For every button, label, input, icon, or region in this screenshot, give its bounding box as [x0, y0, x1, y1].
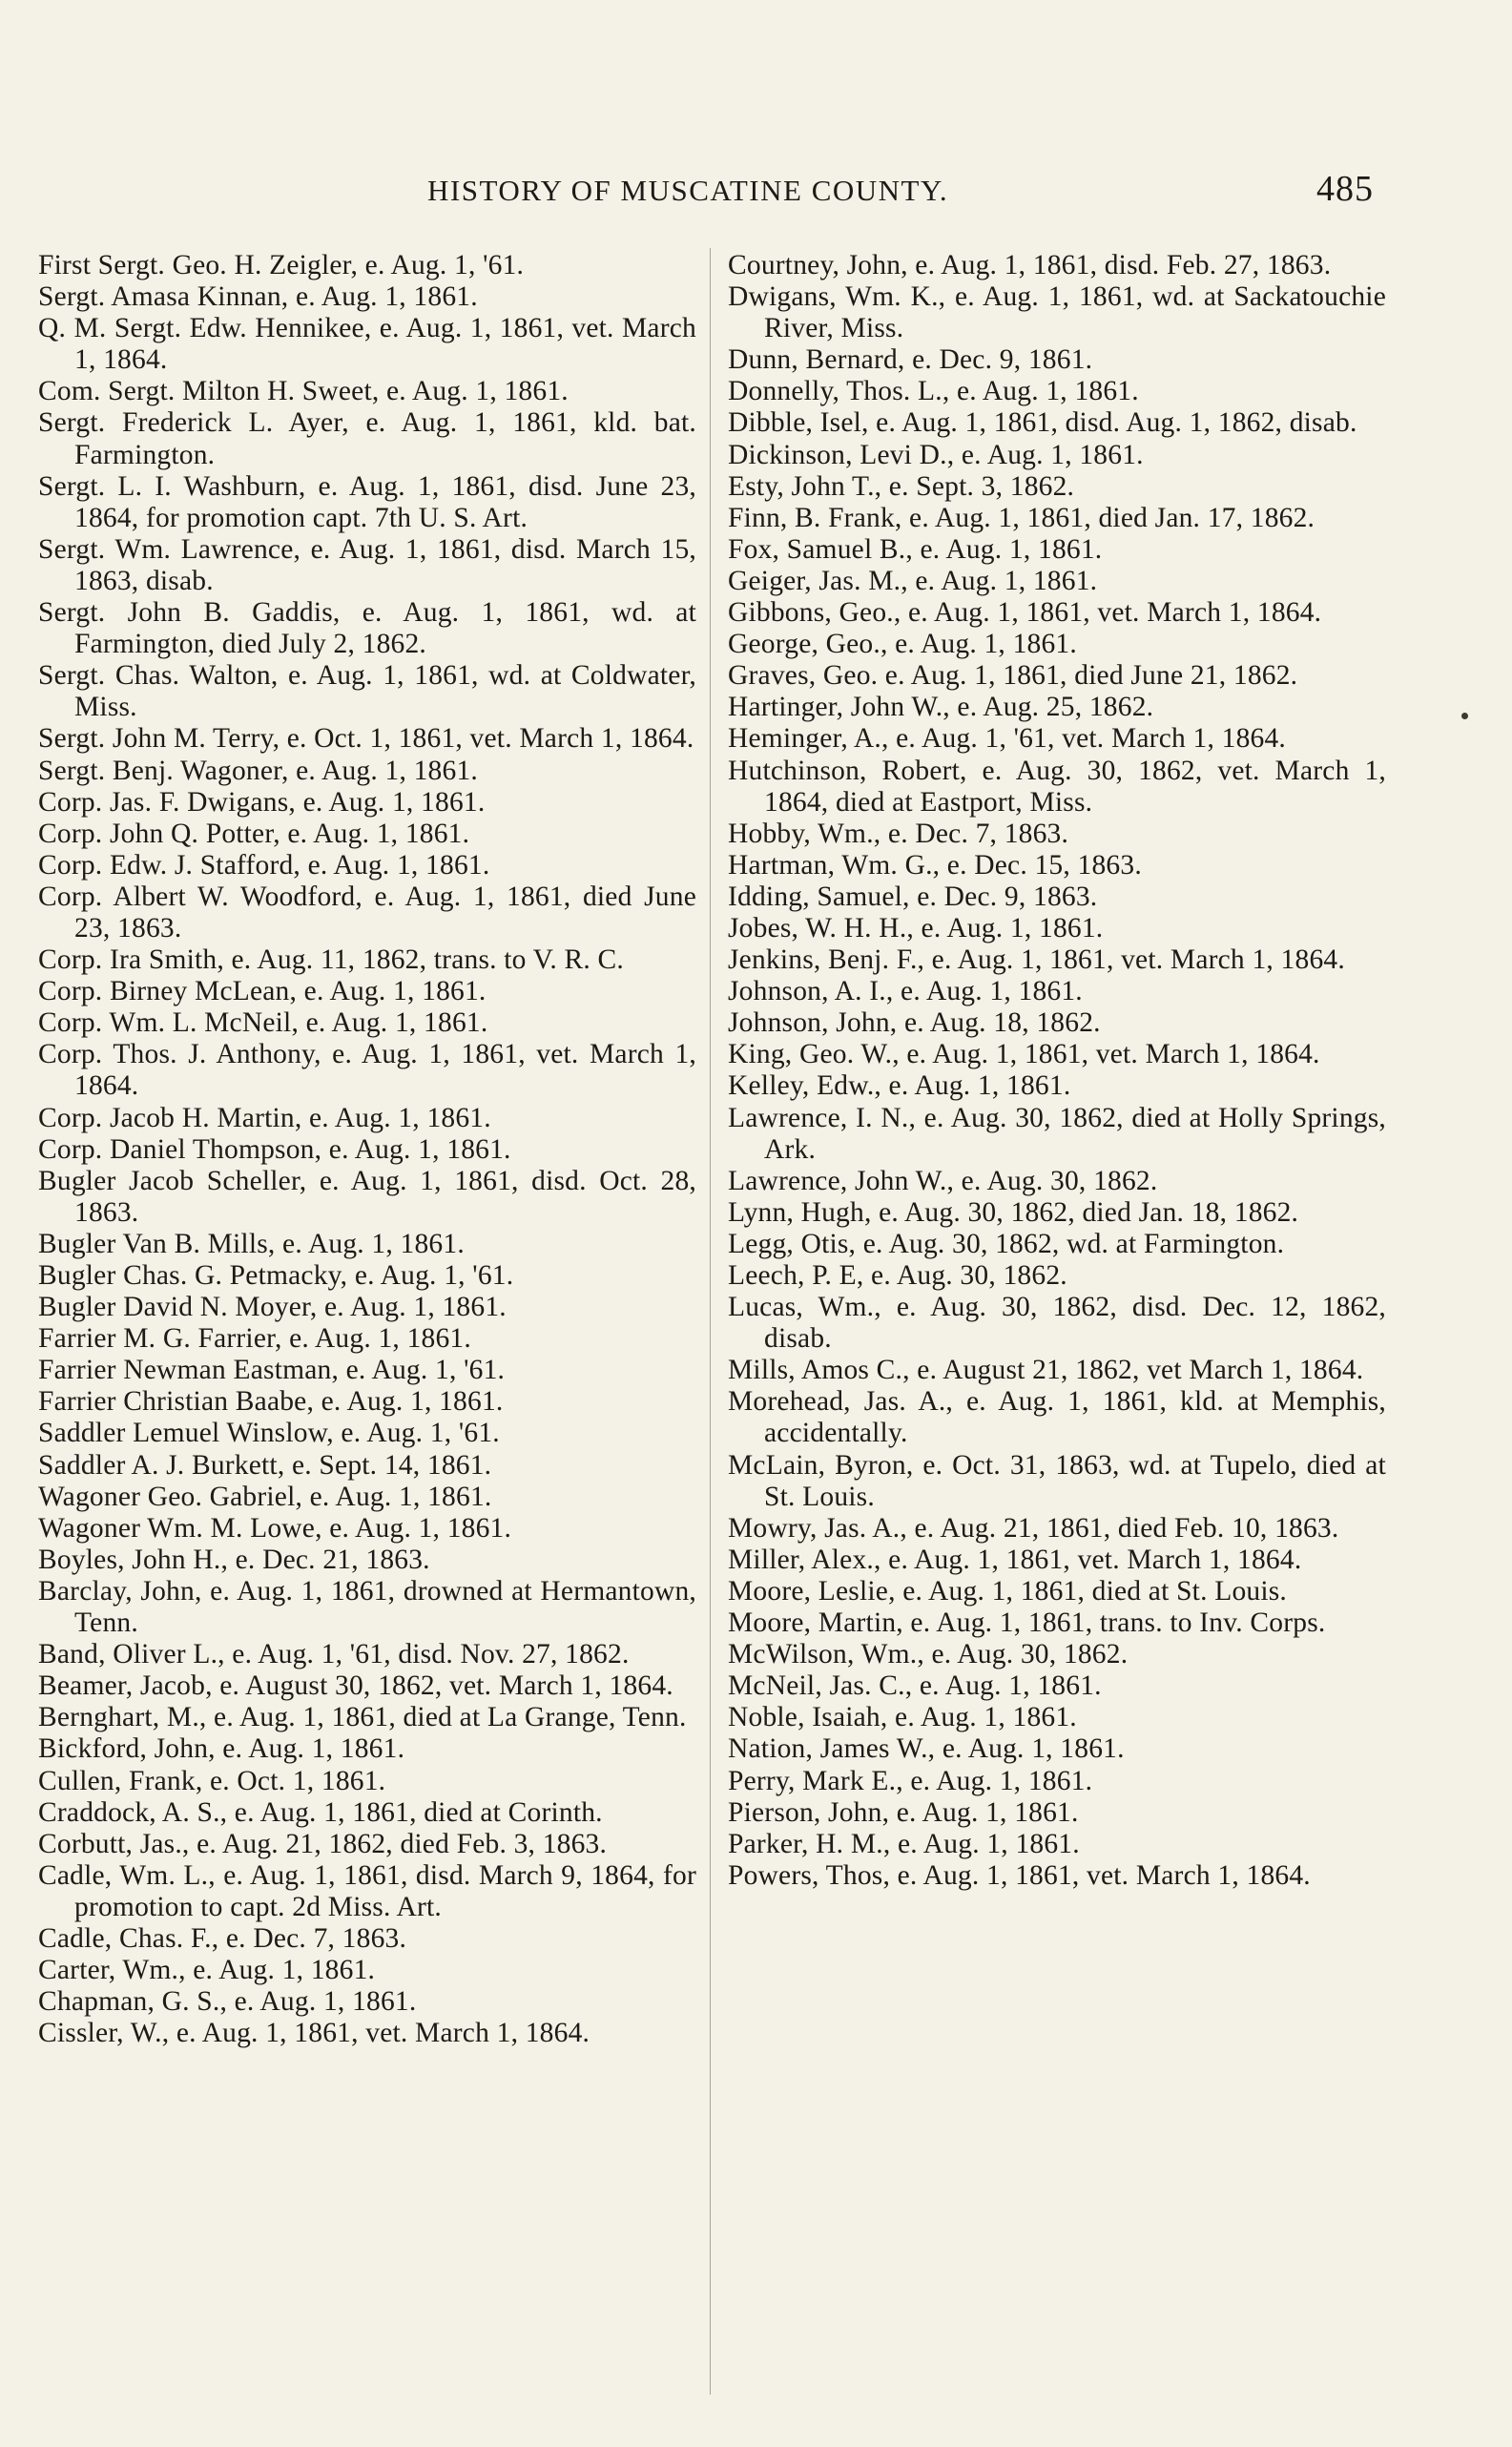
roster-entry: Jenkins, Benj. F., e. Aug. 1, 1861, vet. March 1, 1864.	[728, 944, 1345, 976]
roster-entry: Bickford, John, e. Aug. 1, 1861.	[38, 1733, 405, 1765]
roster-entry: Sergt. Benj. Wagoner, e. Aug. 1, 1861.	[38, 755, 478, 786]
roster-entry: Dunn, Bernard, e. Dec. 9, 1861.	[728, 344, 1093, 376]
roster-entry: Geiger, Jas. M., e. Aug. 1, 1861.	[728, 565, 1098, 596]
roster-entry: First Sergt. Geo. H. Zeigler, e. Aug. 1, '61.	[38, 250, 525, 280]
roster-entry: King, Geo. W., e. Aug. 1, 1861, vet. March 1, 1864.	[728, 1039, 1320, 1070]
roster-entry: Dwigans, Wm. K., e. Aug. 1, 1861, wd. at Sackatouchie River, Miss.	[728, 281, 1386, 344]
roster-entry: Graves, Geo. e. Aug. 1, 1861, died June 21, 1862.	[728, 660, 1298, 692]
roster-entry: Craddock, A. S., e. Aug. 1, 1861, died at Corinth.	[38, 1796, 603, 1828]
roster-entry: George, Geo., e. Aug. 1, 1861.	[728, 629, 1077, 660]
roster-entry: Bugler David N. Moyer, e. Aug. 1, 1861.	[38, 1292, 507, 1323]
page-header	[0, 168, 1512, 216]
running-title: HISTORY OF MUSCATINE COUNTY.	[427, 174, 949, 207]
roster-entry: Fox, Samuel B., e. Aug. 1, 1861.	[728, 533, 1103, 565]
roster-entry: Cullen, Frank, e. Oct. 1, 1861.	[38, 1765, 386, 1796]
roster-entry: Saddler A. J. Burkett, e. Sept. 14, 1861.	[38, 1449, 492, 1481]
roster-entry: McLain, Byron, e. Oct. 31, 1863, wd. at Tupelo, died at St. Louis.	[728, 1449, 1386, 1512]
roster-entry: Bugler Chas. G. Petmacky, e. Aug. 1, '61.	[38, 1260, 514, 1291]
roster-entry: McWilson, Wm., e. Aug. 30, 1862.	[728, 1639, 1129, 1670]
roster-entry: Gibbons, Geo., e. Aug. 1, 1861, vet. March 1, 1864.	[728, 597, 1322, 629]
roster-entry: Band, Oliver L., e. Aug. 1, '61, disd. Nov. 27, 1862.	[38, 1639, 630, 1670]
roster-entry: Sergt. Amasa Kinnan, e. Aug. 1, 1861.	[38, 281, 478, 313]
roster-entry: Sergt. John M. Terry, e. Oct. 1, 1861, vet. March 1, 1864.	[38, 723, 694, 755]
roster-entry: Lawrence, I. N., e. Aug. 30, 1862, died at Holly Springs, Ark.	[728, 1102, 1386, 1165]
roster-entry: Moore, Martin, e. Aug. 1, 1861, trans. to Inv. Corps.	[728, 1607, 1326, 1639]
roster-entry: Esty, John T., e. Sept. 3, 1862.	[728, 470, 1075, 502]
roster-entry: Wagoner Wm. M. Lowe, e. Aug. 1, 1861.	[38, 1512, 512, 1544]
roster-entry: Corp. John Q. Potter, e. Aug. 1, 1861.	[38, 818, 470, 849]
roster-entry: Lucas, Wm., e. Aug. 30, 1862, disd. Dec. 12, 1862, disab.	[728, 1292, 1386, 1355]
roster-entry: Bugler Van B. Mills, e. Aug. 1, 1861.	[38, 1228, 465, 1259]
roster-entry: Heminger, A., e. Aug. 1, '61, vet. March 1, 1864.	[728, 723, 1286, 755]
roster-entry: Dibble, Isel, e. Aug. 1, 1861, disd. Aug. 1, 1862, disab.	[728, 407, 1357, 439]
roster-entry: Corp. Wm. L. McNeil, e. Aug. 1, 1861.	[38, 1007, 488, 1039]
roster-entry: Noble, Isaiah, e. Aug. 1, 1861.	[728, 1702, 1077, 1733]
roster-entry: Wagoner Geo. Gabriel, e. Aug. 1, 1861.	[38, 1481, 492, 1512]
roster-entry: Cadle, Chas. F., e. Dec. 7, 1863.	[38, 1922, 407, 1954]
roster-entry: Hartman, Wm. G., e. Dec. 15, 1863.	[728, 849, 1142, 881]
roster-entry: Corp. Albert W. Woodford, e. Aug. 1, 1861, died June 23, 1863.	[38, 881, 696, 944]
roster-entry: Farrier Newman Eastman, e. Aug. 1, '61.	[38, 1355, 506, 1386]
roster-entry: Barclay, John, e. Aug. 1, 1861, drowned at Hermantown, Tenn.	[38, 1575, 696, 1639]
roster-entry: Carter, Wm., e. Aug. 1, 1861.	[38, 1955, 376, 1986]
roster-entry: Morehead, Jas. A., e. Aug. 1, 1861, kld. at Memphis, accidentally.	[728, 1386, 1386, 1449]
ink-speck	[1461, 713, 1468, 719]
roster-entry: Corp. Jacob H. Martin, e. Aug. 1, 1861.	[38, 1102, 491, 1133]
roster-entry: Courtney, John, e. Aug. 1, 1861, disd. Feb. 27, 1863.	[728, 250, 1332, 280]
roster-entry: Corp. Thos. J. Anthony, e. Aug. 1, 1861, vet. March 1, 1864.	[38, 1039, 696, 1102]
roster-entry: Johnson, A. I., e. Aug. 1, 1861.	[728, 976, 1083, 1007]
roster-entry: Corp. Daniel Thompson, e. Aug. 1, 1861.	[38, 1133, 511, 1165]
roster-entry: Corp. Birney McLean, e. Aug. 1, 1861.	[38, 976, 487, 1007]
roster-entry: Parker, H. M., e. Aug. 1, 1861.	[728, 1828, 1080, 1859]
roster-entry: Q. M. Sergt. Edw. Hennikee, e. Aug. 1, 1861, vet. March 1, 1864.	[38, 313, 696, 376]
roster-entry: Sergt. Chas. Walton, e. Aug. 1, 1861, wd. at Coldwater, Miss.	[38, 660, 696, 723]
roster-entry: Chapman, G. S., e. Aug. 1, 1861.	[38, 1986, 417, 2018]
roster-entry: Hartinger, John W., e. Aug. 25, 1862.	[728, 692, 1154, 723]
roster-entry: Miller, Alex., e. Aug. 1, 1861, vet. March 1, 1864.	[728, 1544, 1302, 1575]
roster-entry: Kelley, Edw., e. Aug. 1, 1861.	[728, 1070, 1071, 1102]
roster-entry: Idding, Samuel, e. Dec. 9, 1863.	[728, 881, 1098, 912]
roster-entry: Corbutt, Jas., e. Aug. 21, 1862, died Feb. 3, 1863.	[38, 1828, 608, 1859]
roster-entry: Mills, Amos C., e. August 21, 1862, vet March 1, 1864.	[728, 1355, 1364, 1386]
roster-entry: Corp. Edw. J. Stafford, e. Aug. 1, 1861.	[38, 849, 490, 881]
roster-entry: Hobby, Wm., e. Dec. 7, 1863.	[728, 818, 1069, 849]
roster-entry: Bugler Jacob Scheller, e. Aug. 1, 1861, disd. Oct. 28, 1863.	[38, 1165, 696, 1228]
roster-entry: Hutchinson, Robert, e. Aug. 30, 1862, vet. March 1, 1864, died at Eastport, Miss.	[728, 755, 1386, 818]
roster-entry: Perry, Mark E., e. Aug. 1, 1861.	[728, 1765, 1093, 1796]
roster-entry: Farrier Christian Baabe, e. Aug. 1, 1861.	[38, 1386, 504, 1418]
roster-entry: Nation, James W., e. Aug. 1, 1861.	[728, 1733, 1125, 1765]
roster-entry: Cissler, W., e. Aug. 1, 1861, vet. March 1, 1864.	[38, 2018, 590, 2049]
roster-entry: Sergt. Wm. Lawrence, e. Aug. 1, 1861, disd. March 15, 1863, disab.	[38, 533, 696, 596]
roster-entry: Pierson, John, e. Aug. 1, 1861.	[728, 1796, 1079, 1828]
page-number: 485	[1316, 169, 1374, 209]
roster-entry: Corp. Jas. F. Dwigans, e. Aug. 1, 1861.	[38, 786, 486, 818]
roster-entry: Beamer, Jacob, e. August 30, 1862, vet. March 1, 1864.	[38, 1670, 673, 1702]
roster-entry: Leech, P. E, e. Aug. 30, 1862.	[728, 1260, 1067, 1291]
roster-entry: Cadle, Wm. L., e. Aug. 1, 1861, disd. March 9, 1864, for promotion to capt. 2d Miss. Art.	[38, 1859, 696, 1922]
roster-entry: Dickinson, Levi D., e. Aug. 1, 1861.	[728, 439, 1144, 470]
right-column	[728, 250, 1386, 1892]
roster-entry: Johnson, John, e. Aug. 18, 1862.	[728, 1007, 1101, 1039]
roster-entry: Boyles, John H., e. Dec. 21, 1863.	[38, 1544, 430, 1575]
roster-entry: Mowry, Jas. A., e. Aug. 21, 1861, died Feb. 10, 1863.	[728, 1512, 1339, 1544]
roster-entry: Sergt. L. I. Washburn, e. Aug. 1, 1861, disd. June 23, 1864, for promotion capt. 7th U. S. Art.	[38, 470, 696, 533]
roster-entry: Saddler Lemuel Winslow, e. Aug. 1, '61.	[38, 1418, 500, 1449]
roster-entry: Sergt. Frederick L. Ayer, e. Aug. 1, 1861, kld. bat. Farmington.	[38, 407, 696, 470]
roster-entry: McNeil, Jas. C., e. Aug. 1, 1861.	[728, 1670, 1102, 1702]
roster-entry: Farrier M. G. Farrier, e. Aug. 1, 1861.	[38, 1323, 471, 1355]
left-column	[38, 250, 696, 2049]
roster-entry: Com. Sergt. Milton H. Sweet, e. Aug. 1, 1861.	[38, 376, 569, 407]
roster-entry: Lynn, Hugh, e. Aug. 30, 1862, died Jan. 18, 1862.	[728, 1196, 1299, 1228]
roster-entry: Finn, B. Frank, e. Aug. 1, 1861, died Jan. 17, 1862.	[728, 502, 1315, 533]
roster-entry: Donnelly, Thos. L., e. Aug. 1, 1861.	[728, 376, 1139, 407]
roster-entry: Powers, Thos, e. Aug. 1, 1861, vet. March 1, 1864.	[728, 1859, 1311, 1891]
roster-entry: Corp. Ira Smith, e. Aug. 11, 1862, trans. to V. R. C.	[38, 944, 624, 976]
roster-entry: Bernghart, M., e. Aug. 1, 1861, died at La Grange, Tenn.	[38, 1702, 687, 1733]
roster-entry: Lawrence, John W., e. Aug. 30, 1862.	[728, 1165, 1158, 1196]
column-divider	[710, 248, 711, 2395]
roster-entry: Sergt. John B. Gaddis, e. Aug. 1, 1861, wd. at Farmington, died July 2, 1862.	[38, 597, 696, 660]
roster-entry: Jobes, W. H. H., e. Aug. 1, 1861.	[728, 912, 1104, 944]
roster-entry: Moore, Leslie, e. Aug. 1, 1861, died at St. Louis.	[728, 1575, 1287, 1607]
roster-entry: Legg, Otis, e. Aug. 30, 1862, wd. at Farmington.	[728, 1228, 1285, 1259]
